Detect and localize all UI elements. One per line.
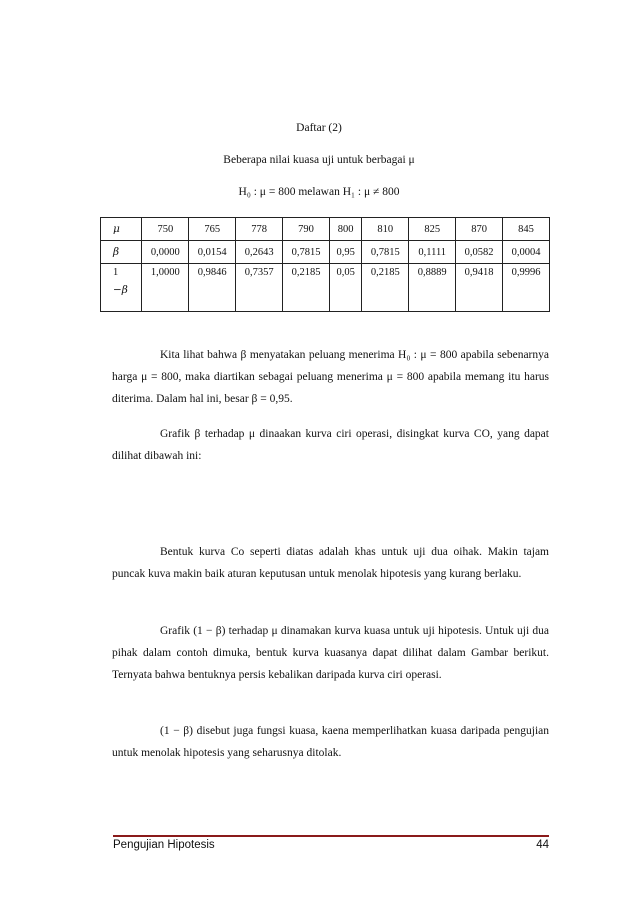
table-cell: 0,2185 <box>362 264 409 312</box>
table-cell: 0,0154 <box>189 241 236 264</box>
page-number: 44 <box>536 839 549 851</box>
row-label-line2: −β <box>113 284 128 296</box>
row-label-line1: 1 <box>113 267 119 278</box>
table-cell: 0,1111 <box>409 241 456 264</box>
table-cell: 765 <box>189 218 236 241</box>
table-cell: 0,2643 <box>236 241 283 264</box>
table-cell: 0,95 <box>329 241 361 264</box>
table-cell: 800 <box>329 218 361 241</box>
table-cell: 825 <box>409 218 456 241</box>
table-cell: 750 <box>142 218 189 241</box>
table-cell: 0,7815 <box>283 241 330 264</box>
paragraph-text: Kita lihat bahwa β menyatakan peluang menerima H₀ : μ = 800 apabila sebenarnya harga μ = 800, maka diartikan sebagai peluang menerima μ = 800 apabila memang itu harus diterima. Dalam hal ini, besar β = 0,95. <box>112 349 549 405</box>
caption-subtitle: Beberapa nilai kuasa uji untuk berbagai μ <box>223 154 415 166</box>
caption-hypothesis: H₀ : μ = 800 melawan H₁ : μ ≠ 800 <box>238 186 400 198</box>
paragraph-beta-meaning <box>112 344 549 410</box>
table-cell: 0,7815 <box>362 241 409 264</box>
table-cell: 790 <box>283 218 330 241</box>
table-cell: 0,05 <box>329 264 361 312</box>
paragraph-power-function <box>112 720 549 764</box>
page-footer <box>113 835 549 851</box>
paragraph-oc-curve <box>112 423 549 467</box>
row-label: β <box>101 241 142 264</box>
row-label: μ <box>101 218 142 241</box>
paragraph-oc-shape <box>112 541 549 585</box>
table-cell: 778 <box>236 218 283 241</box>
table-cell: 0,8889 <box>409 264 456 312</box>
table-cell: 0,0582 <box>456 241 503 264</box>
table-cell: 1,0000 <box>142 264 189 312</box>
table-cell: 0,0004 <box>503 241 550 264</box>
table-cell: 0,9846 <box>189 264 236 312</box>
table-cell: 0,9996 <box>503 264 550 312</box>
paragraph-text: Bentuk kurva Co seperti diatas adalah khas untuk uji dua oihak. Makin tajam puncak kuva makin baik aturan keputusan untuk menolak hipotesis yang kurang berlaku. <box>112 546 549 580</box>
table-cell: 870 <box>456 218 503 241</box>
paragraph-text: (1 − β) disebut juga fungsi kuasa, kaena memperlihatkan kuasa daripada pengujian untuk menolak hipotesis yang seharusnya ditolak. <box>112 725 549 759</box>
paragraph-text: Grafik β terhadap μ dinaakan kurva ciri operasi, disingkat kurva CO, yang dapat dilihat dibawah ini: <box>112 428 549 462</box>
table-cell: 810 <box>362 218 409 241</box>
table-cell: 0,2185 <box>283 264 330 312</box>
paragraph-power-curve <box>112 620 549 686</box>
row-label <box>101 264 142 312</box>
table-cell: 0,9418 <box>456 264 503 312</box>
caption-title: Daftar (2) <box>296 122 342 134</box>
table-cell: 0,7357 <box>236 264 283 312</box>
table-cell: 845 <box>503 218 550 241</box>
table-row-power <box>101 264 550 312</box>
paragraph-text: Grafik (1 − β) terhadap μ dinamakan kurva kuasa untuk uji hipotesis. Untuk uji dua pihak dalam contoh dimuka, bentuk kurva kuasanya dapat dilihat dalam Gambar berikut. Ternyata bahwa bentuknya persis kebalikan daripada kurva ciri operasi. <box>112 625 549 681</box>
table-row-beta <box>101 241 550 264</box>
table-row-mu <box>101 218 550 241</box>
power-table <box>100 217 550 312</box>
footer-title: Pengujian Hipotesis <box>113 839 215 851</box>
table-cell: 0,0000 <box>142 241 189 264</box>
